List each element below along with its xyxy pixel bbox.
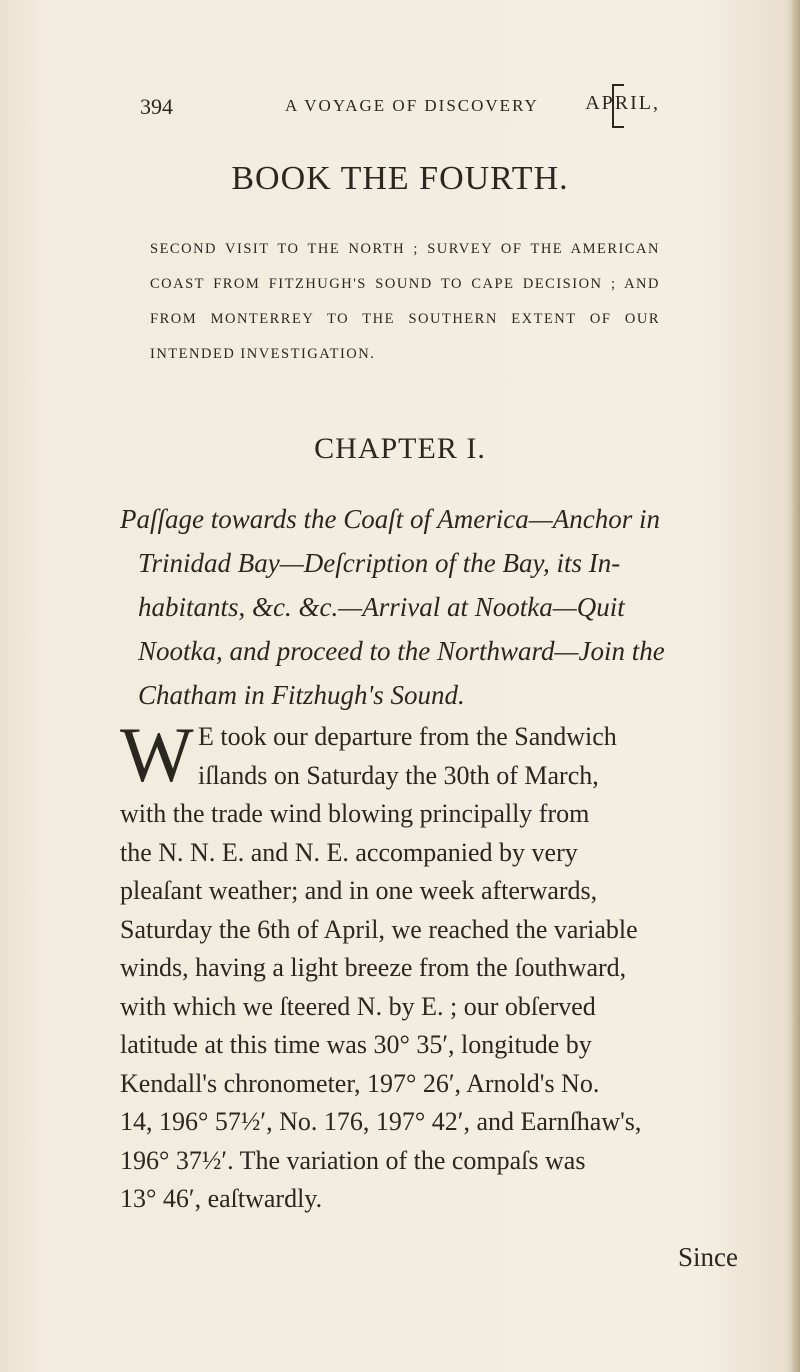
- running-head: [140, 92, 660, 122]
- body-line: 196° 37½′. The variation of the compaſs was: [120, 1145, 586, 1175]
- body-line: winds, having a light breeze from the ſouthward,: [120, 953, 627, 982]
- page-number: 394: [140, 94, 173, 119]
- argument-line: habitants, &c. &c.—Arrival at Nootka—Quit: [138, 592, 625, 622]
- body-line: the N. N. E. and N. E. accompanied by very: [120, 837, 578, 867]
- body-line: 14, 196° 57½′, No. 176, 197° 42′, and Earnſhaw's,: [120, 1107, 642, 1136]
- body-line: Kendall's chronometer, 197° 26′, Arnold's No.: [120, 1068, 600, 1098]
- argument-line: Chatham in Fitzhugh's Sound.: [138, 680, 465, 710]
- body-line: Saturday the 6th of April, we reached the variable: [120, 914, 638, 944]
- chapter-heading: CHAPTER I.: [314, 432, 486, 465]
- body-line: E took our departure from the Sandwich: [198, 722, 617, 751]
- catchword: Since: [678, 1242, 738, 1272]
- body-line: with which we ſteered N. by E. ; our obſerved: [120, 991, 596, 1021]
- month-bracket: [612, 84, 624, 128]
- running-title: A VOYAGE OF DISCOVERY: [285, 96, 539, 115]
- argument-line: Trinidad Bay—Deſcription of the Bay, its In-: [138, 548, 621, 578]
- argument-line: Paſſage towards the Coaſt of America—Anchor in: [120, 504, 660, 534]
- page-edge-shadow: [786, 0, 800, 1372]
- running-month: APRIL,: [585, 92, 660, 114]
- body-line: with the trade wind blowing principally from: [120, 799, 590, 828]
- body-paragraph: [120, 711, 730, 1219]
- drop-cap: W: [120, 711, 194, 798]
- book-summary: SECOND VISIT TO THE NORTH ; SURVEY OF THE AMERICAN COAST FROM FITZHUGH'S SOUND TO CAPE DECISION ; AND FROM MONTERREY TO THE SOUTHERN EXTENT OF OUR INTENDED INVESTIGATION.: [150, 241, 660, 362]
- chapter-argument: [120, 497, 720, 717]
- body-line: pleaſant weather; and in one week afterwards,: [120, 876, 598, 905]
- argument-line: Nootka, and proceed to the Northward—Join the: [138, 636, 665, 666]
- body-line: 13° 46′, eaſtwardly.: [120, 1184, 323, 1213]
- book-title: BOOK THE FOURTH.: [231, 160, 569, 197]
- body-line: latitude at this time was 30° 35′, longitude by: [120, 1030, 592, 1059]
- body-line: iſlands on Saturday the 30th of March,: [198, 760, 599, 790]
